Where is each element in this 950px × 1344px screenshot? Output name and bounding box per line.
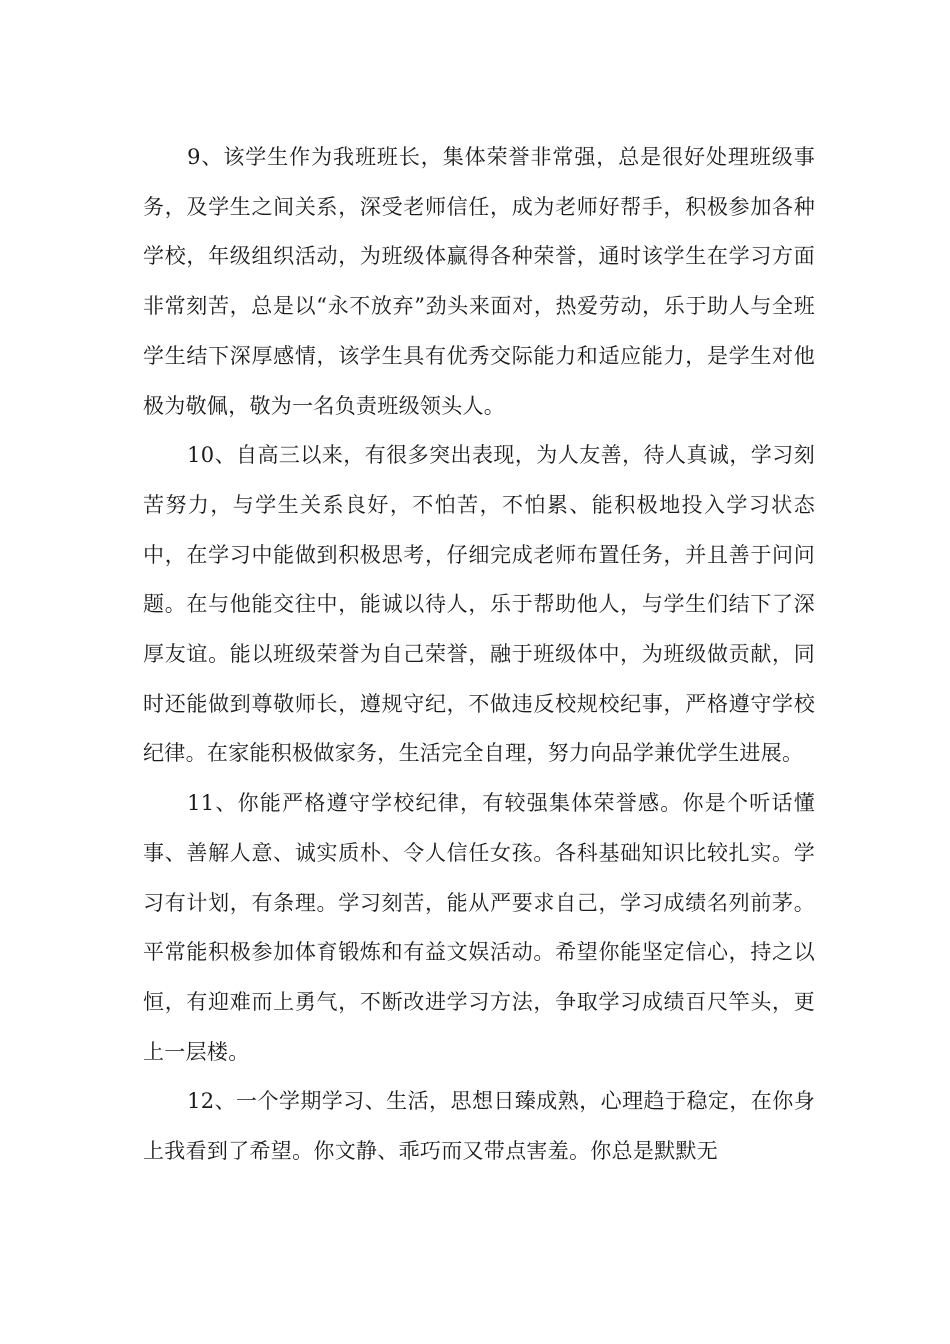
paragraph-comment-11: 11、你能严格遵守学校纪律，有较强集体荣誉感。你是个听话懂事、善解人意、诚实质朴、令人信任女孩。各科基础知识比较扎实。学习有计划，有条理。学习刻苦，能从严要求自己，学习成绩名列前茅。平常能积极参加体育锻炼和有益文娱活动。希望你能坚定信心，持之以恒，有迎难而上勇气，不断改进学习方法，争取学习成绩百尺竿头，更上一层楼。 (143, 791, 815, 1064)
paragraph-comment-9: 9、该学生作为我班班长，集体荣誉非常强，总是很好处理班级事务，及学生之间关系，深受老师信任，成为老师好帮手，积极参加各种学校，年级组织活动，为班级体赢得各种荣誉，通时该学生在学习方面非常刻苦，总是以“永不放弃”劲头来面对，热爱劳动，乐于助人与全班学生结下深厚感情，该学生具有优秀交际能力和适应能力，是学生对他极为敬佩，敬为一名负责班级领头人。 (143, 145, 815, 418)
document-body (143, 133, 815, 1177)
paragraph-comment-12: 12、一个学期学习、生活，思想日臻成熟，心理趋于稳定，在你身上我看到了希望。你文静、乖巧而又带点害羞。你总是默默无 (143, 1089, 815, 1164)
paragraph-comment-10: 10、自高三以来，有很多突出表现，为人友善，待人真诚，学习刻苦努力，与学生关系良好，不怕苦，不怕累、能积极地投入学习状态中，在学习中能做到积极思考，仔细完成老师布置任务，并且善于问问题。在与他能交往中，能诚以待人，乐于帮助他人，与学生们结下了深厚友谊。能以班级荣誉为自己荣誉，融于班级体中，为班级做贡献，同时还能做到尊敬师长，遵规守纪，不做违反校规校纪事，严格遵守学校纪律。在家能积极做家务，生活完全自理，努力向品学兼优学生进展。 (143, 443, 815, 766)
